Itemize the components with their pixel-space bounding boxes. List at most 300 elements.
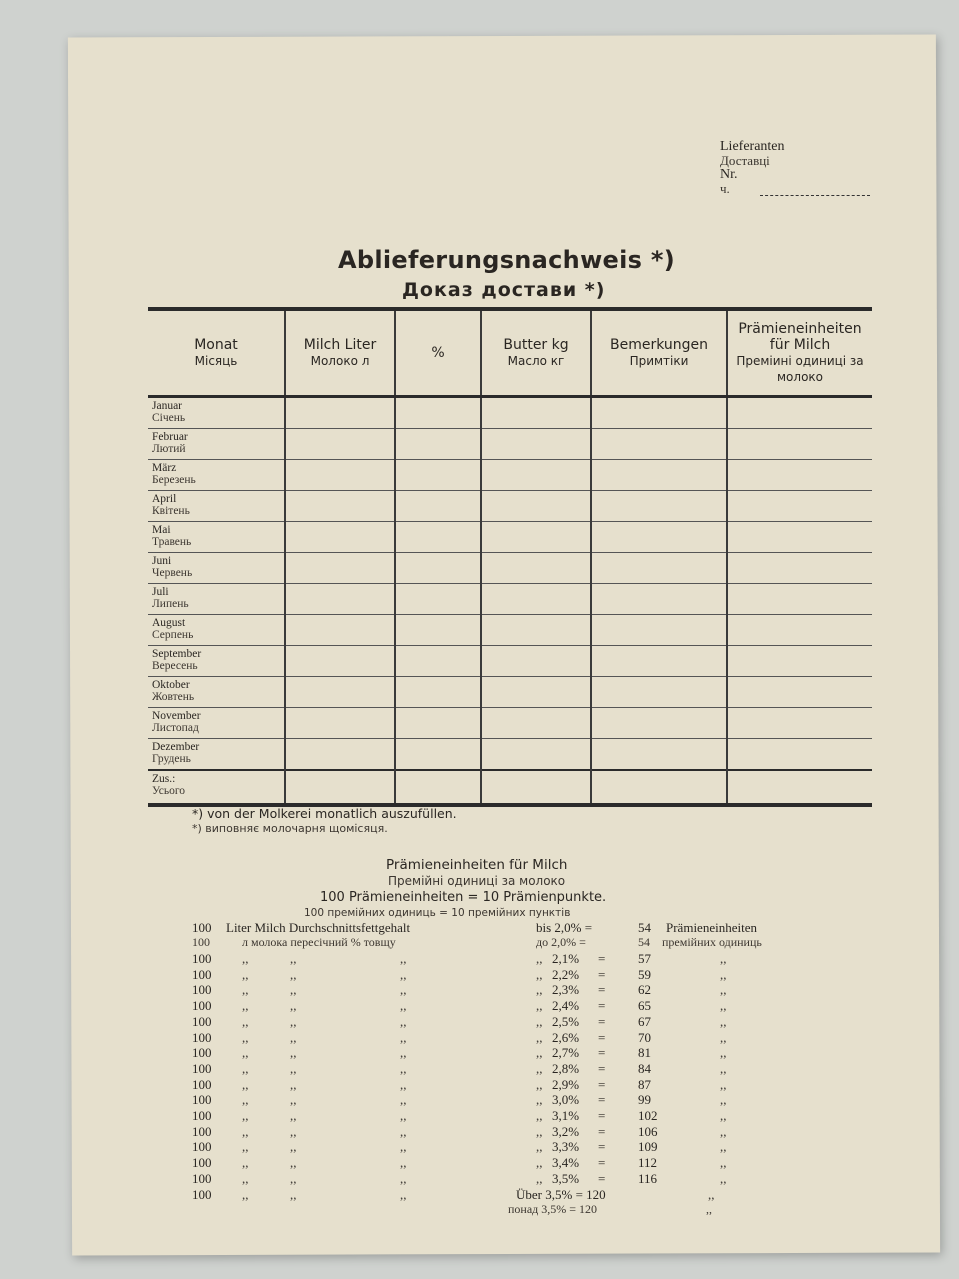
entry-cell[interactable]: [395, 708, 481, 739]
month-de: April: [152, 493, 177, 505]
month-cell: [148, 708, 285, 739]
ditto-mark: ,,: [290, 1108, 297, 1123]
col-butter-uk: Масло кг: [507, 354, 565, 368]
entry-cell[interactable]: [727, 615, 872, 646]
month-de: Juli: [152, 586, 169, 598]
scale-value: 67: [638, 1013, 651, 1029]
ditto-mark: ,,: [400, 1092, 407, 1108]
entry-cell[interactable]: [727, 397, 872, 429]
total-cell[interactable]: [591, 770, 727, 805]
scale-row-over: [190, 1187, 830, 1203]
entry-cell[interactable]: [481, 646, 591, 677]
ditto-mark: ,,: [242, 1186, 249, 1202]
col-butter-de: Butter kg: [503, 337, 569, 353]
entry-cell[interactable]: [591, 522, 727, 553]
ditto-mark: ,,: [290, 1139, 297, 1155]
scale-over-uk: понад 3,5% = 120: [508, 1201, 598, 1216]
scale-percent: 3,4%: [552, 1155, 580, 1171]
scale-unit-de: Prämieneinheiten: [666, 920, 757, 935]
ditto-mark: ,,: [290, 998, 297, 1014]
scale-row-over-uk: [190, 1202, 830, 1218]
ditto-mark: ,,: [400, 1060, 407, 1076]
ditto-mark: ,,: [708, 1186, 715, 1202]
ditto-mark: ,,: [720, 1108, 727, 1123]
scale-value: 84: [638, 1060, 651, 1076]
scale-equals: =: [598, 1045, 606, 1061]
scale-qty-uk: 100: [192, 935, 210, 949]
ditto-mark: ,,: [720, 1092, 727, 1108]
month-uk: Травень: [152, 536, 192, 548]
scale-qty: 100: [192, 1186, 212, 1202]
scale-qty: 100: [192, 951, 212, 966]
month-cell: [148, 584, 285, 615]
ditto-mark: ,,: [536, 1155, 543, 1171]
footnote-uk: *) виповняє молочарня щомісяця.: [192, 822, 388, 835]
scale-row: [190, 1139, 830, 1155]
month-de: Dezember: [152, 741, 200, 753]
ditto-mark: ,,: [290, 1076, 297, 1092]
supplier-label-de: Lieferanten: [720, 139, 785, 154]
scale-equals: =: [598, 1060, 606, 1076]
scale-value: 59: [638, 966, 651, 982]
entry-cell[interactable]: [481, 739, 591, 771]
scale-value: 81: [638, 1045, 651, 1061]
total-label-cell: [148, 770, 285, 805]
col-remarks-uk: Примтіки: [629, 354, 689, 368]
premium-heading-uk: Премійні одиниці за молоко: [388, 874, 566, 888]
scale-qty: 100: [192, 1123, 212, 1139]
document-title-de: Ablieferungsnachweis *): [338, 246, 676, 274]
scale-row: [190, 967, 830, 983]
ditto-mark: ,,: [290, 951, 297, 966]
entry-cell[interactable]: [285, 429, 395, 460]
scale-qty: 100: [192, 982, 212, 998]
document-title-uk: Доказ достави *): [402, 279, 606, 301]
scale-value: 112: [638, 1155, 658, 1171]
col-premium-uk: Преміині одиниці за молоко: [736, 354, 864, 384]
scale-unit-uk: премійних одиниць: [662, 935, 762, 949]
entry-cell[interactable]: [481, 615, 591, 646]
ditto-mark: ,,: [400, 1155, 407, 1171]
supplier-nr-de: Nr.: [720, 167, 738, 182]
col-month: [148, 309, 285, 397]
scale-equals: =: [598, 982, 606, 998]
month-de: Mai: [152, 524, 171, 536]
scale-qty: 100: [192, 1155, 212, 1171]
month-uk: Жовтень: [152, 691, 195, 703]
ditto-mark: ,,: [536, 1092, 543, 1108]
entry-cell[interactable]: [727, 646, 872, 677]
month-uk: Лютий: [152, 443, 186, 455]
month-uk: Квітень: [152, 505, 190, 517]
ditto-mark: ,,: [290, 1123, 297, 1139]
ditto-mark: ,,: [720, 998, 727, 1014]
total-cell[interactable]: [481, 770, 591, 805]
entry-cell[interactable]: [591, 677, 727, 708]
scale-equals: =: [598, 1170, 606, 1186]
ditto-mark: ,,: [536, 966, 543, 982]
scale-over-de: Über 3,5% = 120: [516, 1186, 606, 1202]
scale-qty: 100: [192, 1170, 212, 1186]
entry-cell[interactable]: [285, 708, 395, 739]
supplier-nr-line: [760, 195, 870, 196]
total-de: Zus.:: [152, 773, 176, 785]
ditto-mark: ,,: [400, 982, 407, 998]
scale-percent: 2,9%: [552, 1076, 580, 1092]
table-row: [148, 397, 872, 429]
scale-row: [190, 1030, 830, 1046]
month-uk: Вересень: [152, 660, 198, 672]
scale-value: 87: [638, 1076, 651, 1092]
table-row: [148, 460, 872, 491]
entry-cell[interactable]: [727, 491, 872, 522]
table-row: [148, 677, 872, 708]
entry-cell[interactable]: [727, 460, 872, 491]
ditto-mark: ,,: [242, 951, 249, 966]
ditto-mark: ,,: [242, 982, 249, 998]
scale-equals: =: [598, 1092, 606, 1108]
col-month-de: Monat: [194, 337, 238, 353]
scale-percent: 2,5%: [552, 1013, 580, 1029]
ditto-mark: ,,: [242, 1092, 249, 1108]
ditto-mark: ,,: [290, 1170, 297, 1186]
supplier-label-uk: Доставці: [720, 153, 770, 168]
scale-row: [190, 1124, 830, 1140]
ditto-mark: ,,: [720, 1155, 727, 1171]
month-uk: Грудень: [152, 753, 191, 765]
scale-equals: =: [598, 1029, 606, 1045]
ditto-mark: ,,: [536, 1170, 543, 1186]
ditto-mark: ,,: [536, 1123, 543, 1139]
ditto-mark: ,,: [400, 1108, 407, 1123]
total-cell[interactable]: [285, 770, 395, 805]
col-percent-de: %: [431, 345, 445, 361]
delivery-table: [148, 307, 872, 807]
total-cell[interactable]: [395, 770, 481, 805]
entry-cell[interactable]: [481, 460, 591, 491]
entry-cell[interactable]: [285, 522, 395, 553]
entry-cell[interactable]: [481, 677, 591, 708]
supplier-nr-uk: ч.: [720, 181, 730, 196]
scale-header-uk: [190, 935, 830, 951]
entry-cell[interactable]: [591, 739, 727, 771]
month-cell: [148, 397, 285, 429]
scale-value: 70: [638, 1029, 651, 1045]
entry-cell[interactable]: [285, 646, 395, 677]
month-cell: [148, 429, 285, 460]
entry-cell[interactable]: [481, 584, 591, 615]
entry-cell[interactable]: [591, 491, 727, 522]
scale-row: [190, 1014, 830, 1030]
scale-qty: 100: [192, 998, 212, 1014]
table-row: [148, 429, 872, 460]
month-cell: [148, 677, 285, 708]
month-uk: Червень: [152, 567, 193, 579]
ditto-mark: ,,: [242, 1108, 249, 1123]
month-uk: Липень: [152, 598, 189, 610]
entry-cell[interactable]: [591, 460, 727, 491]
ditto-mark: ,,: [242, 1076, 249, 1092]
col-month-uk: Місяць: [194, 354, 238, 368]
scale-qty: 100: [192, 1013, 212, 1029]
scale-equals: =: [598, 1013, 606, 1029]
ditto-mark: ,,: [536, 1139, 543, 1155]
ditto-mark: ,,: [720, 1170, 727, 1186]
entry-cell[interactable]: [395, 646, 481, 677]
entry-cell[interactable]: [395, 677, 481, 708]
month-cell: [148, 553, 285, 584]
entry-cell[interactable]: [395, 615, 481, 646]
ditto-mark: ,,: [290, 1013, 297, 1029]
table-row: [148, 615, 872, 646]
ditto-mark: ,,: [242, 1170, 249, 1186]
table-row: [148, 739, 872, 771]
month-cell: [148, 739, 285, 771]
scale-value: 57: [638, 951, 651, 966]
ditto-mark: ,,: [720, 1123, 727, 1139]
scale-row: [190, 1061, 830, 1077]
scale-val-uk: 54: [638, 935, 650, 949]
table-row: [148, 491, 872, 522]
entry-cell[interactable]: [591, 429, 727, 460]
scale-value: 62: [638, 982, 651, 998]
scale-text-de: Liter Milch Durchschnittsfettgehalt: [226, 920, 411, 935]
ditto-mark: ,,: [706, 1201, 712, 1216]
ditto-mark: ,,: [290, 1186, 297, 1202]
entry-cell[interactable]: [727, 553, 872, 584]
scale-row: [190, 998, 830, 1014]
scale-equals: =: [598, 1123, 606, 1139]
ditto-mark: ,,: [536, 1045, 543, 1061]
scale-row: [190, 1045, 830, 1061]
ditto-mark: ,,: [720, 1045, 727, 1061]
footnote-de: *) von der Molkerei monatlich auszufüllen.: [192, 806, 457, 821]
entry-cell[interactable]: [285, 584, 395, 615]
entry-cell[interactable]: [395, 460, 481, 491]
month-de: August: [152, 617, 186, 629]
entry-cell[interactable]: [285, 491, 395, 522]
scale-percent: 2,6%: [552, 1029, 580, 1045]
ditto-mark: ,,: [720, 1076, 727, 1092]
scale-equals: =: [598, 1076, 606, 1092]
scale-bis-uk: до 2,0% =: [536, 935, 586, 949]
entry-cell[interactable]: [395, 491, 481, 522]
entry-cell[interactable]: [481, 553, 591, 584]
ditto-mark: ,,: [290, 1045, 297, 1061]
table-header-row: [148, 309, 872, 397]
entry-cell[interactable]: [285, 615, 395, 646]
entry-cell[interactable]: [395, 429, 481, 460]
scale-value: 106: [638, 1123, 658, 1139]
scale-val-de: 54: [638, 920, 651, 935]
supplier-number-block: [720, 140, 785, 196]
month-de: Juni: [152, 555, 172, 567]
scale-qty: 100: [192, 920, 212, 935]
ditto-mark: ,,: [720, 982, 727, 998]
ditto-mark: ,,: [290, 1029, 297, 1045]
entry-cell[interactable]: [481, 429, 591, 460]
table-row: [148, 708, 872, 739]
month-de: September: [152, 648, 202, 660]
entry-cell[interactable]: [285, 397, 395, 429]
ditto-mark: ,,: [536, 1108, 543, 1123]
scale-row: [190, 1171, 830, 1187]
entry-cell[interactable]: [395, 553, 481, 584]
ditto-mark: ,,: [242, 1029, 249, 1045]
scale-percent: 2,4%: [552, 998, 580, 1014]
scale-equals: =: [598, 998, 606, 1014]
entry-cell[interactable]: [285, 553, 395, 584]
ditto-mark: ,,: [290, 1092, 297, 1108]
scale-qty: 100: [192, 1139, 212, 1155]
ditto-mark: ,,: [720, 1013, 727, 1029]
scale-qty: 100: [192, 1060, 212, 1076]
ditto-mark: ,,: [290, 966, 297, 982]
ditto-mark: ,,: [242, 998, 249, 1014]
ditto-mark: ,,: [242, 1045, 249, 1061]
ditto-mark: ,,: [400, 1123, 407, 1139]
entry-cell[interactable]: [591, 397, 727, 429]
scale-value: 99: [638, 1092, 651, 1108]
ditto-mark: ,,: [720, 966, 727, 982]
scale-row: [190, 1108, 830, 1124]
ditto-mark: ,,: [720, 1060, 727, 1076]
scale-value: 116: [638, 1170, 658, 1186]
entry-cell[interactable]: [285, 677, 395, 708]
ditto-mark: ,,: [400, 951, 407, 966]
month-de: Februar: [152, 431, 188, 443]
scale-bis-de: bis 2,0% =: [536, 920, 593, 935]
entry-cell[interactable]: [481, 708, 591, 739]
footnote: [192, 806, 457, 836]
ditto-mark: ,,: [536, 982, 543, 998]
ditto-mark: ,,: [242, 1123, 249, 1139]
month-cell: [148, 646, 285, 677]
entry-cell[interactable]: [481, 522, 591, 553]
scale-row: [190, 1155, 830, 1171]
ditto-mark: ,,: [400, 1013, 407, 1029]
entry-cell[interactable]: [395, 397, 481, 429]
col-butter: [481, 309, 591, 397]
ditto-mark: ,,: [290, 982, 297, 998]
ditto-mark: ,,: [400, 1170, 407, 1186]
entry-cell[interactable]: [591, 708, 727, 739]
scale-row: [190, 982, 830, 998]
scale-percent: 3,0%: [552, 1092, 580, 1108]
entry-cell[interactable]: [285, 460, 395, 491]
scale-percent: 3,3%: [552, 1139, 580, 1155]
premium-rule-uk: 100 премійних одиниць = 10 премійних пунктів: [304, 907, 571, 919]
col-premium: [727, 309, 872, 397]
scale-qty: 100: [192, 1108, 212, 1123]
ditto-mark: ,,: [720, 951, 727, 966]
entry-cell[interactable]: [481, 491, 591, 522]
col-premium-de: Prämieneinheiten für Milch: [738, 321, 862, 353]
scale-percent: 2,1%: [552, 951, 580, 966]
col-remarks: [591, 309, 727, 397]
scale-percent: 3,2%: [552, 1123, 580, 1139]
table-row: [148, 646, 872, 677]
ditto-mark: ,,: [720, 1029, 727, 1045]
entry-cell[interactable]: [285, 739, 395, 771]
month-cell: [148, 522, 285, 553]
scale-percent: 2,2%: [552, 966, 580, 982]
ditto-mark: ,,: [400, 1029, 407, 1045]
scale-equals: =: [598, 966, 606, 982]
entry-cell[interactable]: [591, 553, 727, 584]
entry-cell[interactable]: [395, 739, 481, 771]
month-de: Januar: [152, 400, 183, 412]
entry-cell[interactable]: [727, 677, 872, 708]
ditto-mark: ,,: [400, 1045, 407, 1061]
entry-cell[interactable]: [727, 584, 872, 615]
ditto-mark: ,,: [536, 951, 543, 966]
entry-cell[interactable]: [395, 584, 481, 615]
month-cell: [148, 491, 285, 522]
ditto-mark: ,,: [242, 1139, 249, 1155]
entry-cell[interactable]: [727, 708, 872, 739]
ditto-mark: ,,: [290, 1155, 297, 1171]
entry-cell[interactable]: [727, 739, 872, 771]
scale-equals: =: [598, 1108, 606, 1123]
scale-qty: 100: [192, 966, 212, 982]
month-uk: Листопад: [152, 722, 199, 734]
scale-value: 109: [638, 1139, 658, 1155]
ditto-mark: ,,: [242, 966, 249, 982]
premium-rule-de: 100 Prämieneinheiten = 10 Prämienpunkte.: [320, 890, 607, 905]
entry-cell[interactable]: [481, 397, 591, 429]
ditto-mark: ,,: [536, 1013, 543, 1029]
ditto-mark: ,,: [536, 1076, 543, 1092]
entry-cell[interactable]: [591, 615, 727, 646]
scale-percent: 3,5%: [552, 1170, 580, 1186]
scale-text-uk: л молока пересічний % товщу: [242, 935, 396, 949]
ditto-mark: ,,: [400, 1076, 407, 1092]
ditto-mark: ,,: [400, 1139, 407, 1155]
ditto-mark: ,,: [720, 1139, 727, 1155]
table-row: [148, 584, 872, 615]
col-milk-uk: Молоко л: [310, 354, 370, 368]
col-remarks-de: Bemerkungen: [609, 337, 709, 353]
scale-equals: =: [598, 1155, 606, 1171]
month-de: Oktober: [152, 679, 190, 691]
entry-cell[interactable]: [591, 584, 727, 615]
ditto-mark: ,,: [400, 1186, 407, 1202]
table-row: [148, 553, 872, 584]
scale-percent: 2,8%: [552, 1060, 580, 1076]
premium-heading-de: Prämieneinheiten für Milch: [386, 857, 568, 873]
scale-qty: 100: [192, 1092, 212, 1108]
entry-cell[interactable]: [727, 522, 872, 553]
scale-percent: 2,3%: [552, 982, 580, 998]
entry-cell[interactable]: [395, 522, 481, 553]
scale-row: [190, 951, 830, 967]
scale-qty: 100: [192, 1029, 212, 1045]
entry-cell[interactable]: [591, 646, 727, 677]
month-uk: Березень: [152, 474, 196, 486]
month-de: März: [152, 462, 177, 474]
ditto-mark: ,,: [536, 998, 543, 1014]
col-percent: [395, 309, 481, 397]
ditto-mark: ,,: [242, 1060, 249, 1076]
scale-qty: 100: [192, 1045, 212, 1061]
col-milk: [285, 309, 395, 397]
total-cell[interactable]: [727, 770, 872, 805]
scale-qty: 100: [192, 1076, 212, 1092]
ditto-mark: ,,: [536, 1029, 543, 1045]
entry-cell[interactable]: [727, 429, 872, 460]
scale-equals: =: [598, 951, 606, 966]
